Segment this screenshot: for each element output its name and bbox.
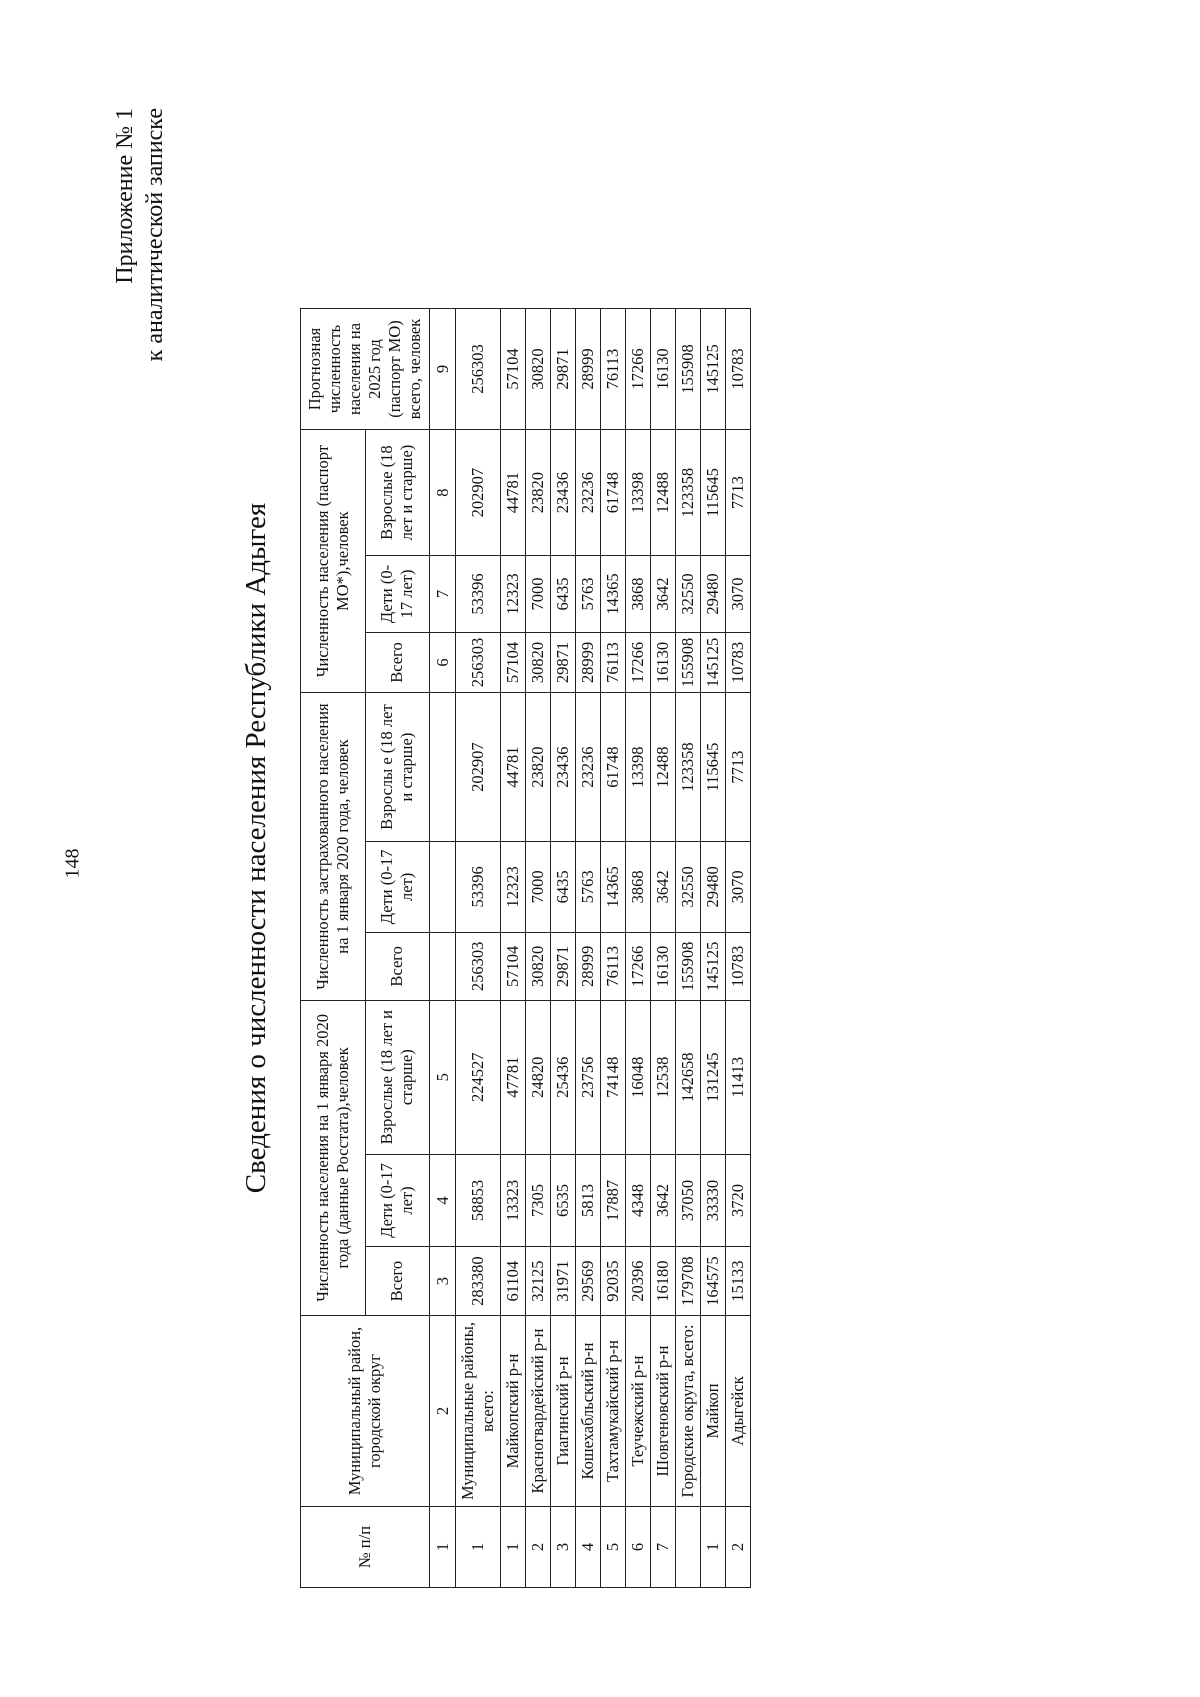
table-cell: 32550 — [676, 841, 701, 932]
table-cell: 10783 — [726, 309, 751, 430]
table-cell: 28999 — [576, 309, 601, 430]
header-total: Всего — [365, 632, 430, 693]
table-cell: 76113 — [601, 932, 626, 1000]
column-index-cell: 8 — [430, 430, 456, 556]
header-municipality: Муниципальный район, городской округ — [301, 1316, 430, 1507]
column-index-cell — [430, 693, 456, 842]
table-cell: 3642 — [651, 556, 676, 633]
table-cell: 202907 — [456, 430, 501, 556]
table-cell: 3720 — [726, 1154, 751, 1247]
table-cell: 7000 — [526, 556, 551, 633]
table-row — [651, 309, 676, 1588]
table-cell: 7713 — [726, 693, 751, 842]
column-index-cell — [430, 932, 456, 1000]
header-children: Дети (0-17 лет) — [365, 1154, 430, 1247]
column-index-cell: 2 — [430, 1316, 456, 1507]
table-cell: 23236 — [576, 693, 601, 842]
table-cell: 29480 — [701, 556, 726, 633]
table-cell: 29480 — [701, 841, 726, 932]
table-cell: 23436 — [551, 430, 576, 556]
table-cell: 17266 — [626, 309, 651, 430]
table-cell: 16180 — [651, 1247, 676, 1316]
table-cell: 7305 — [526, 1154, 551, 1247]
table-cell: 12323 — [501, 556, 526, 633]
table-cell: 123358 — [676, 693, 701, 842]
table-cell: 224527 — [456, 1000, 501, 1154]
header-forecast: Прогнозная численность населения на 2025 год (паспорт МО) всего, человек — [301, 309, 430, 430]
table-cell: 76113 — [601, 309, 626, 430]
table-cell: 5763 — [576, 841, 601, 932]
municipality-name: Адыгейск — [726, 1316, 751, 1507]
table-cell: 53396 — [456, 556, 501, 633]
header-total: Всего — [365, 1247, 430, 1316]
header-adults: Взрослые (18 лет и старше) — [365, 1000, 430, 1154]
table-cell: 13323 — [501, 1154, 526, 1247]
table-cell: 76113 — [601, 632, 626, 693]
table-cell: 115645 — [701, 430, 726, 556]
table-cell: 24820 — [526, 1000, 551, 1154]
row-number: 2 — [726, 1507, 751, 1588]
table-row — [501, 309, 526, 1588]
table-cell: 256303 — [456, 932, 501, 1000]
table-cell: 57104 — [501, 632, 526, 693]
table-cell: 145125 — [701, 309, 726, 430]
table-cell: 115645 — [701, 693, 726, 842]
table-cell: 15133 — [726, 1247, 751, 1316]
table-cell: 6535 — [551, 1154, 576, 1247]
table-cell: 11413 — [726, 1000, 751, 1154]
table-cell: 12488 — [651, 430, 676, 556]
table-cell: 3868 — [626, 841, 651, 932]
row-number: 6 — [626, 1507, 651, 1588]
table-row — [456, 309, 501, 1588]
table-cell: 28999 — [576, 932, 601, 1000]
row-number: 1 — [701, 1507, 726, 1588]
header-group-rosstat: Численность населения на 1 января 2020 года (данные Росстата),человек — [301, 1000, 366, 1315]
table-body — [456, 309, 751, 1588]
table-cell: 17887 — [601, 1154, 626, 1247]
table-cell: 44781 — [501, 430, 526, 556]
table-cell: 5763 — [576, 556, 601, 633]
column-index-row — [430, 309, 456, 1588]
table-cell: 16130 — [651, 932, 676, 1000]
table-cell: 14365 — [601, 841, 626, 932]
table-cell: 58853 — [456, 1154, 501, 1247]
page-number: 148 — [61, 848, 84, 879]
municipality-name: Теучежский р-н — [626, 1316, 651, 1507]
column-index-cell: 9 — [430, 309, 456, 430]
header-group-passport: Численность населения (паспорт МО*),человек — [301, 430, 366, 693]
table-cell: 14365 — [601, 556, 626, 633]
header-num: № п/п — [301, 1507, 430, 1588]
header-children: Дети (0-17 лет) — [365, 841, 430, 932]
table-cell: 61748 — [601, 430, 626, 556]
table-cell: 23820 — [526, 430, 551, 556]
table-cell: 30820 — [526, 309, 551, 430]
municipality-name: Шовгеновский р-н — [651, 1316, 676, 1507]
table-cell: 30820 — [526, 632, 551, 693]
table-row — [626, 309, 651, 1588]
municipality-name: Майкоп — [701, 1316, 726, 1507]
table-cell: 5813 — [576, 1154, 601, 1247]
table-cell: 12488 — [651, 693, 676, 842]
table-cell: 3868 — [626, 556, 651, 633]
table-cell: 17266 — [626, 632, 651, 693]
table-cell: 16130 — [651, 632, 676, 693]
table-cell: 256303 — [456, 632, 501, 693]
table-cell: 61748 — [601, 693, 626, 842]
table-cell: 3070 — [726, 556, 751, 633]
column-index-cell: 7 — [430, 556, 456, 633]
table-cell: 23236 — [576, 430, 601, 556]
table-cell: 10783 — [726, 632, 751, 693]
header-adults: Взрослы е (18 лет и старше) — [365, 693, 430, 842]
table-cell: 23436 — [551, 693, 576, 842]
table-cell: 32125 — [526, 1247, 551, 1316]
header-adults: Взрослые (18 лет и старше) — [365, 430, 430, 556]
table-cell: 3070 — [726, 841, 751, 932]
table-row — [576, 309, 601, 1588]
table-cell: 164575 — [701, 1247, 726, 1316]
table-cell: 3642 — [651, 841, 676, 932]
column-index-cell: 1 — [430, 1507, 456, 1588]
row-number: 4 — [576, 1507, 601, 1588]
group-total-name: Городские округа, всего: — [676, 1316, 701, 1507]
table-cell: 25436 — [551, 1000, 576, 1154]
rotated-page-content — [70, 68, 1130, 1628]
population-table — [300, 308, 751, 1588]
table-cell: 123358 — [676, 430, 701, 556]
row-number: 3 — [551, 1507, 576, 1588]
column-index-cell: 4 — [430, 1154, 456, 1247]
table-cell: 29569 — [576, 1247, 601, 1316]
row-number: 1 — [501, 1507, 526, 1588]
table-cell: 33330 — [701, 1154, 726, 1247]
table-cell: 31971 — [551, 1247, 576, 1316]
row-number — [676, 1507, 701, 1588]
row-number: 1 — [456, 1507, 501, 1588]
table-cell: 29871 — [551, 932, 576, 1000]
column-index-cell — [430, 841, 456, 932]
table-cell: 7000 — [526, 841, 551, 932]
appendix-line-1: Приложение № 1 — [112, 108, 138, 284]
group-total-name: Муниципальные районы, всего: — [456, 1316, 501, 1507]
table-cell: 145125 — [701, 932, 726, 1000]
table-cell: 6435 — [551, 556, 576, 633]
table-cell: 37050 — [676, 1154, 701, 1247]
table-row — [676, 309, 701, 1588]
table-row — [726, 309, 751, 1588]
table-cell: 145125 — [701, 632, 726, 693]
column-index-cell: 5 — [430, 1000, 456, 1154]
table-cell: 44781 — [501, 693, 526, 842]
table-row — [551, 309, 576, 1588]
table-row — [526, 309, 551, 1588]
table-cell: 28999 — [576, 632, 601, 693]
row-number: 5 — [601, 1507, 626, 1588]
row-number: 2 — [526, 1507, 551, 1588]
table-cell: 6435 — [551, 841, 576, 932]
table-cell: 7713 — [726, 430, 751, 556]
table-cell: 20396 — [626, 1247, 651, 1316]
table-cell: 29871 — [551, 309, 576, 430]
header-children: Дети (0-17 лет) — [365, 556, 430, 633]
municipality-name: Красногвардейский р-н — [526, 1316, 551, 1507]
municipality-name: Тахтамукайский р-н — [601, 1316, 626, 1507]
table-cell: 53396 — [456, 841, 501, 932]
table-cell: 13398 — [626, 430, 651, 556]
table-cell: 92035 — [601, 1247, 626, 1316]
municipality-name: Кошехабльский р-н — [576, 1316, 601, 1507]
table-cell: 30820 — [526, 932, 551, 1000]
table-cell: 4348 — [626, 1154, 651, 1247]
table-cell: 256303 — [456, 309, 501, 430]
table-cell: 12323 — [501, 841, 526, 932]
appendix-line-2: к аналитической записке — [142, 108, 168, 362]
municipality-name: Гиагинский р-н — [551, 1316, 576, 1507]
header-row-1 — [301, 309, 366, 1588]
table-cell: 131245 — [701, 1000, 726, 1154]
table-cell: 23820 — [526, 693, 551, 842]
table-cell: 10783 — [726, 932, 751, 1000]
table-row — [701, 309, 726, 1588]
table-cell: 3642 — [651, 1154, 676, 1247]
table-cell: 155908 — [676, 309, 701, 430]
table-cell: 13398 — [626, 693, 651, 842]
table-cell: 16048 — [626, 1000, 651, 1154]
table-cell: 283380 — [456, 1247, 501, 1316]
table-cell: 16130 — [651, 309, 676, 430]
table-cell: 57104 — [501, 309, 526, 430]
table-cell: 155908 — [676, 932, 701, 1000]
table-cell: 32550 — [676, 556, 701, 633]
header-total: Всего — [365, 932, 430, 1000]
column-index-cell: 3 — [430, 1247, 456, 1316]
table-cell: 17266 — [626, 932, 651, 1000]
table-cell: 74148 — [601, 1000, 626, 1154]
table-cell: 57104 — [501, 932, 526, 1000]
table-cell: 179708 — [676, 1247, 701, 1316]
row-number: 7 — [651, 1507, 676, 1588]
municipality-name: Майкопский р-н — [501, 1316, 526, 1507]
appendix-note — [110, 108, 170, 361]
table-cell: 47781 — [501, 1000, 526, 1154]
table-cell: 155908 — [676, 632, 701, 693]
table-cell: 142658 — [676, 1000, 701, 1154]
table-cell: 12538 — [651, 1000, 676, 1154]
table-row — [601, 309, 626, 1588]
table-cell: 202907 — [456, 693, 501, 842]
column-index-cell: 6 — [430, 632, 456, 693]
header-group-insured: Численность застрахованного населения на 1 января 2020 года, человек — [301, 693, 366, 1000]
table-cell: 23756 — [576, 1000, 601, 1154]
table-cell: 61104 — [501, 1247, 526, 1316]
document-title: Сведения о численности населения Республики Адыгея — [240, 502, 272, 1194]
table-cell: 29871 — [551, 632, 576, 693]
